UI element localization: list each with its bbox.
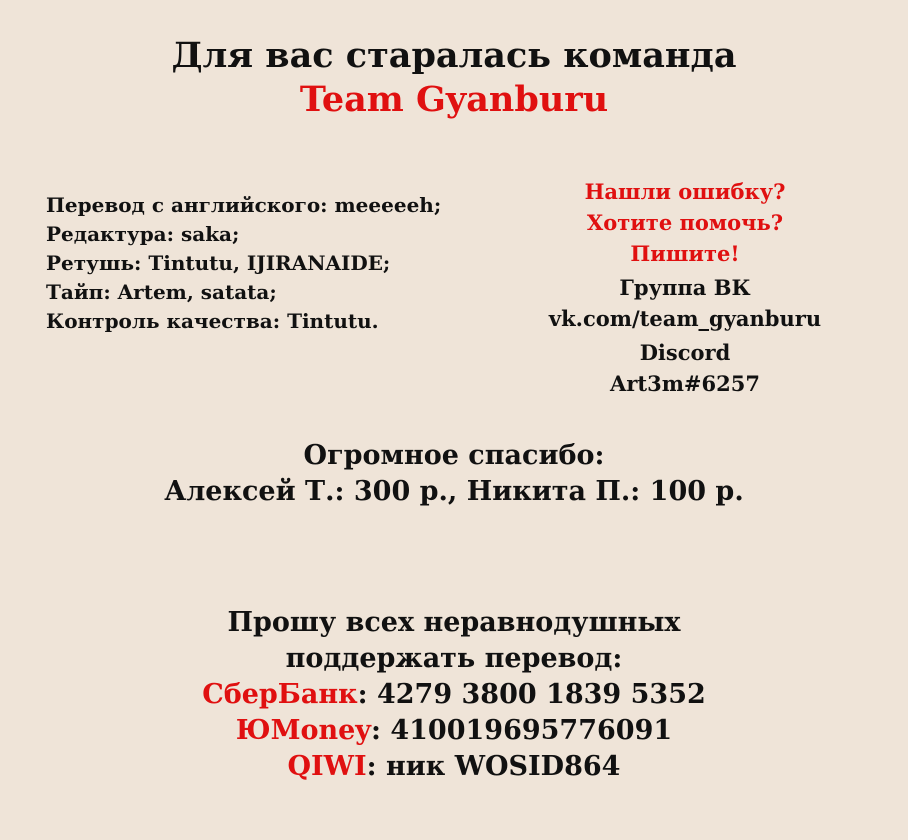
contact-block	[500, 176, 870, 399]
support-line-1: Прошу всех неравнодушных	[227, 607, 681, 638]
support-line-2: поддержать перевод:	[285, 643, 623, 674]
credit-line-quality-control: Контроль качества: Tintutu.	[46, 309, 379, 333]
team-name: Team Gyanburu	[299, 79, 609, 120]
contact-call-write: Пишите!	[630, 241, 740, 266]
discord-label: Discord	[639, 340, 731, 365]
vk-group-label: Группа ВК	[619, 275, 751, 300]
payment-name-qiwi: QIWI	[287, 751, 367, 782]
credit-line-retouch: Ретушь: Tintutu, IJIRANAIDE;	[46, 251, 391, 275]
support-block	[0, 605, 908, 785]
credit-line-typesetting: Тайп: Artem, satata;	[46, 280, 277, 304]
payment-yumoney	[0, 713, 908, 749]
thanks-donors: Алексей Т.: 300 р., Никита П.: 100 р.	[164, 476, 744, 507]
payment-name-sberbank: СберБанк	[202, 679, 358, 710]
header-title: Для вас старалась команда	[171, 35, 737, 76]
payment-value-sberbank: : 4279 3800 1839 5352	[357, 679, 706, 710]
payment-value-yumoney: : 410019695776091	[370, 715, 673, 746]
thanks-block	[0, 438, 908, 510]
discord-handle: Art3m#6257	[610, 371, 760, 396]
payment-qiwi	[0, 749, 908, 785]
contact-call-want-help: Хотите помочь?	[586, 210, 784, 235]
payment-name-yumoney: ЮMoney	[235, 715, 371, 746]
vk-group-link[interactable]: vk.com/team_gyanburu	[548, 306, 822, 331]
thanks-title: Огромное спасибо:	[303, 440, 605, 471]
credit-line-editing: Редактура: saka;	[46, 222, 240, 246]
payment-value-qiwi: : ник WOSID864	[366, 751, 621, 782]
header	[0, 34, 908, 122]
payment-sberbank	[0, 677, 908, 713]
contact-call-found-error: Нашли ошибку?	[584, 179, 786, 204]
credits-block	[46, 191, 486, 336]
credit-line-translation: Перевод с английского: meeeeeh;	[46, 193, 442, 217]
